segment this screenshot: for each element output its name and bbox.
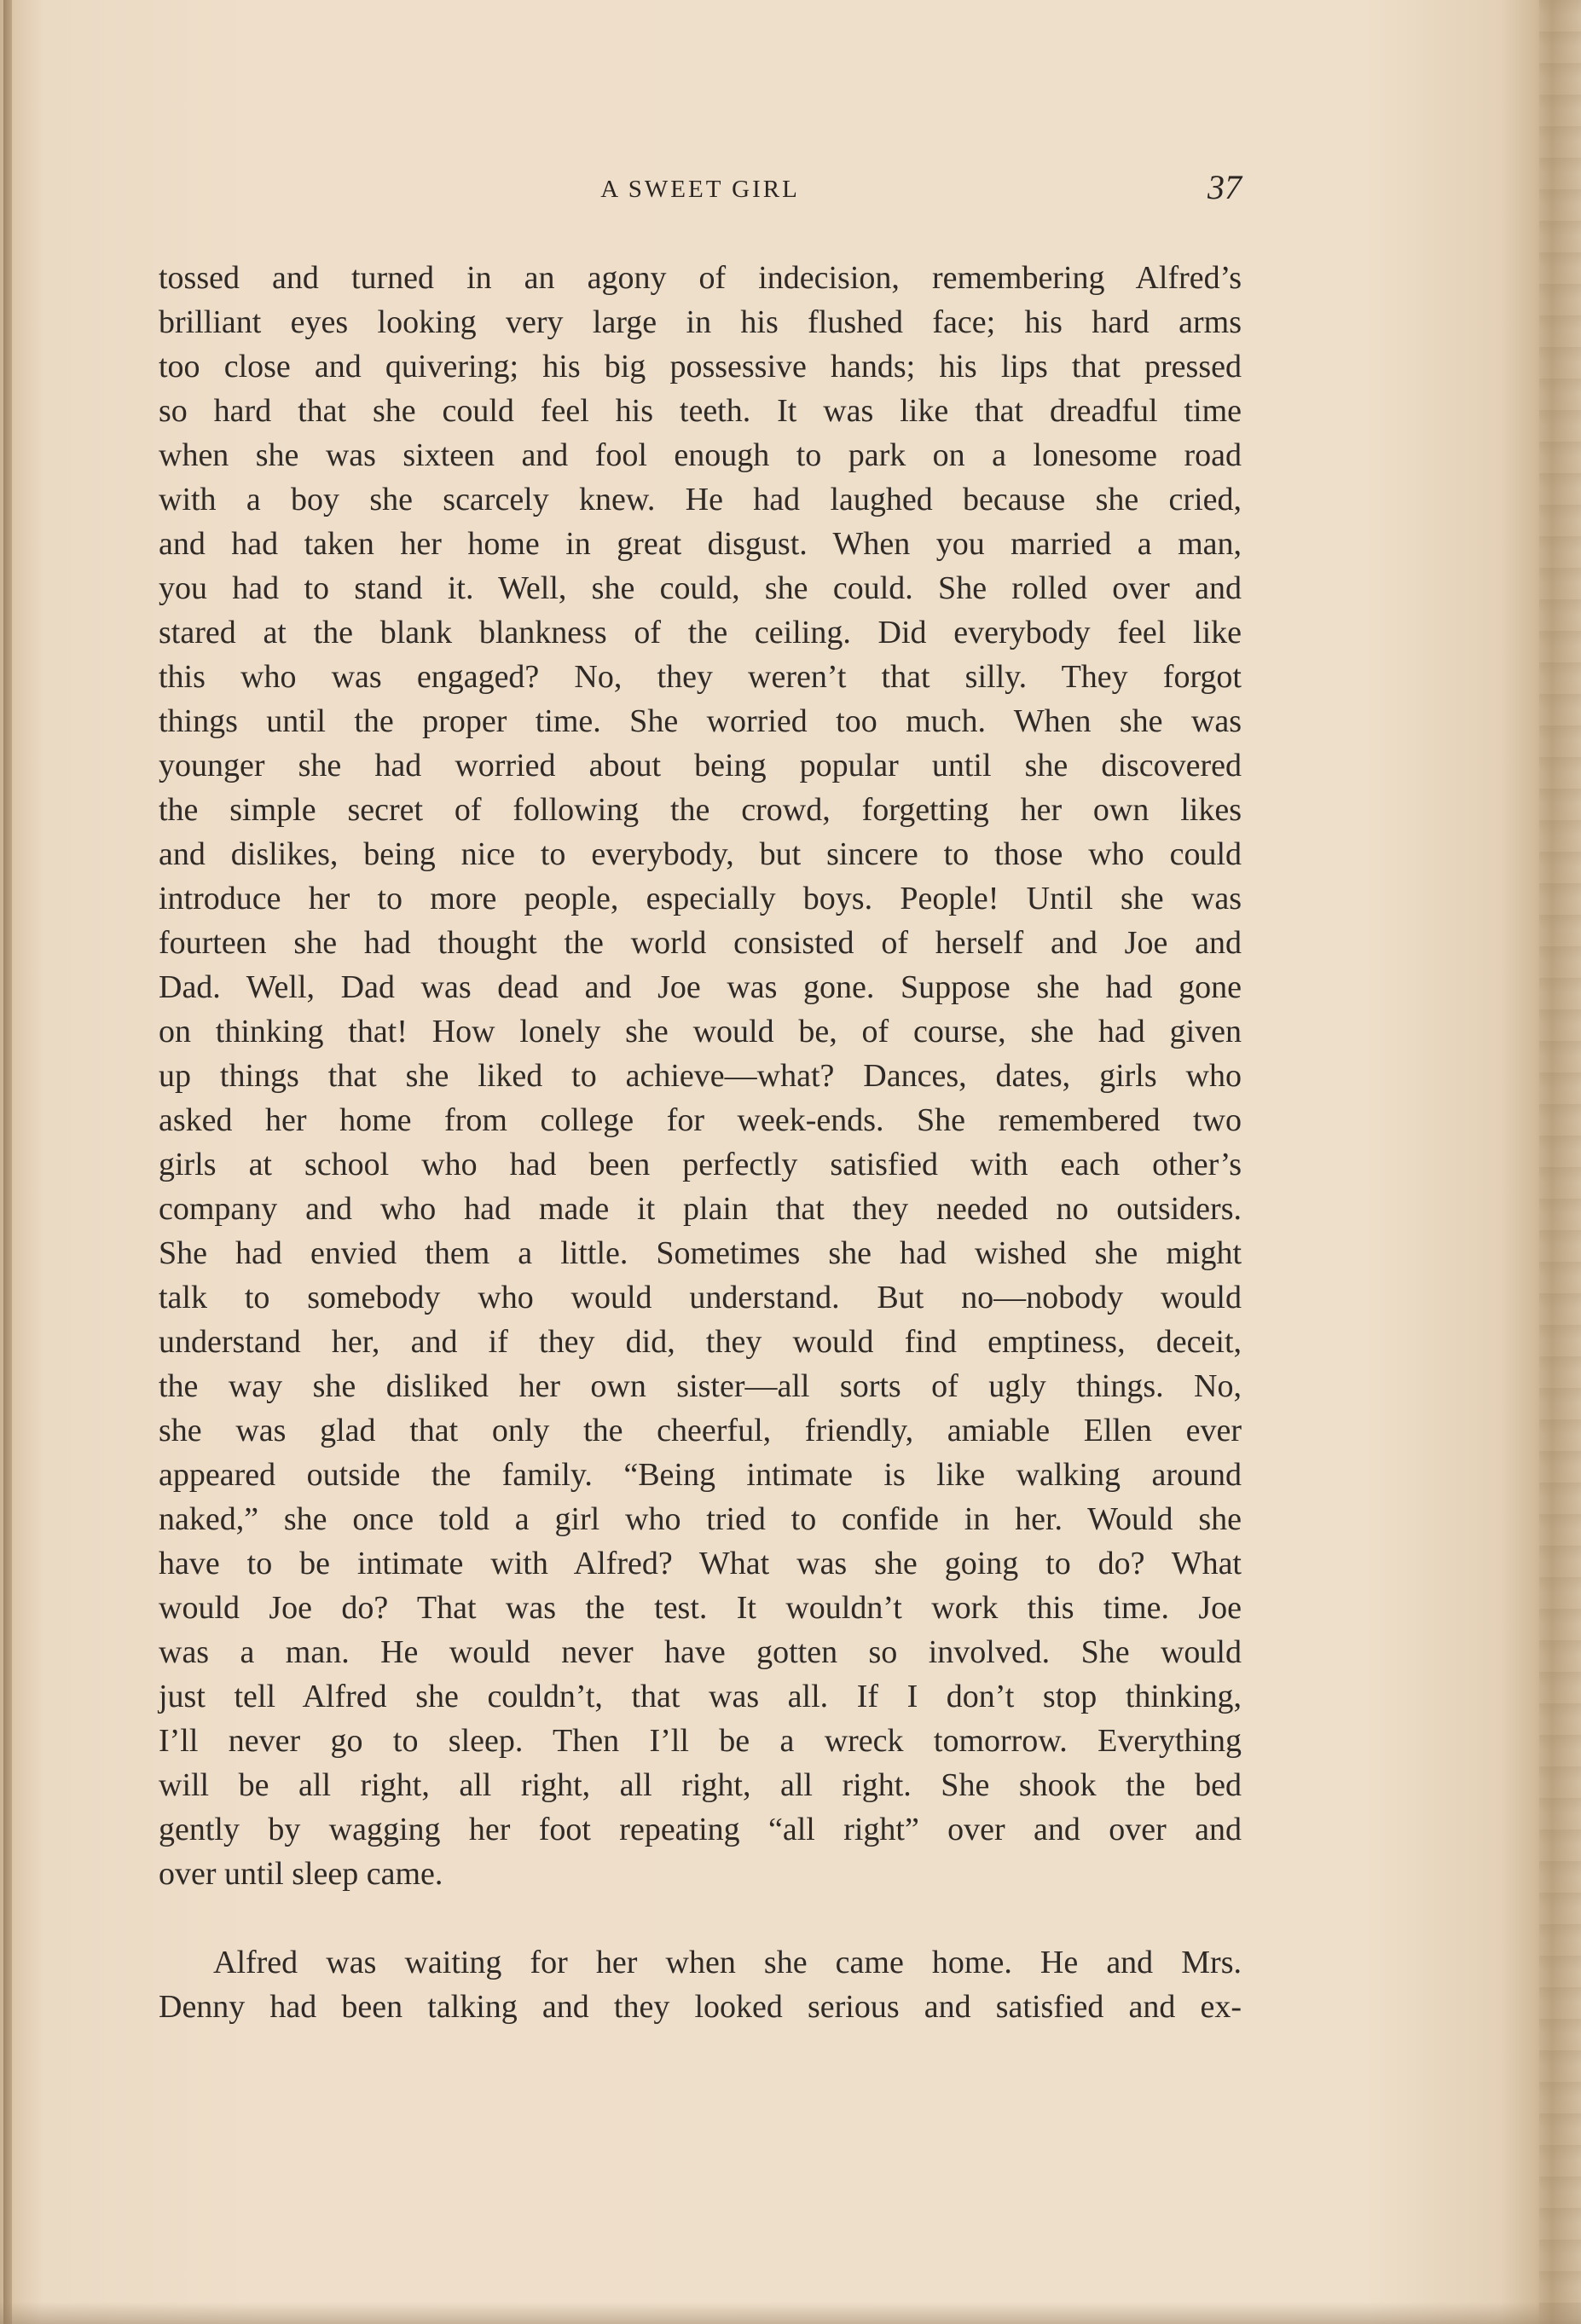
text-line: things until the proper time. She worried too much. When she was <box>159 703 1242 739</box>
text-line: Denny had been talking and they looked serious and satisfied and ex- <box>159 1989 1242 2025</box>
text-line: with a boy she scarcely knew. He had laughed because she cried, <box>159 482 1242 517</box>
text-line: talk to somebody who would understand. But no—nobody would <box>159 1280 1242 1315</box>
text-line: girls at school who had been perfectly satisfied with each other’s <box>159 1147 1242 1182</box>
binding-gutter <box>3 0 12 2324</box>
text-line: asked her home from college for week-ends. She remembered two <box>159 1102 1242 1138</box>
text-line: too close and quivering; his big possessive hands; his lips that pressed <box>159 349 1242 384</box>
text-line: brilliant eyes looking very large in his flushed face; his hard arms <box>159 304 1242 340</box>
page-header <box>159 167 1242 218</box>
text-line: she was glad that only the cheerful, friendly, amiable Ellen ever <box>159 1413 1242 1448</box>
page-edge <box>1539 0 1581 2324</box>
text-line: Alfred was waiting for her when she came home. He and Mrs. <box>213 1945 1242 1980</box>
text-line: up things that she liked to achieve—what? Dances, dates, girls who <box>159 1058 1242 1094</box>
text-line: was a man. He would never have gotten so involved. She would <box>159 1634 1242 1670</box>
text-line: this who was engaged? No, they weren’t that silly. They forgot <box>159 659 1242 695</box>
text-line: I’ll never go to sleep. Then I’ll be a wreck tomorrow. Everything <box>159 1723 1242 1759</box>
paragraph <box>159 256 1242 1896</box>
page-number: 37 <box>1207 168 1242 206</box>
text-line: and dislikes, being nice to everybody, but sincere to those who could <box>159 836 1242 872</box>
text-line: over until sleep came. <box>159 1856 443 1892</box>
text-line: Dad. Well, Dad was dead and Joe was gone. Suppose she had gone <box>159 969 1242 1005</box>
paragraph <box>159 1940 1242 2029</box>
text-line: introduce her to more people, especially boys. People! Until she was <box>159 881 1242 916</box>
text-line: have to be intimate with Alfred? What was she going to do? What <box>159 1546 1242 1581</box>
text-line: stared at the blank blankness of the ceiling. Did everybody feel like <box>159 615 1242 650</box>
text-line: tossed and turned in an agony of indecision, remembering Alfred’s <box>159 260 1242 296</box>
text-line: younger she had worried about being popular until she discovered <box>159 748 1242 783</box>
text-line: gently by wagging her foot repeating “all right” over and over and <box>159 1812 1242 1847</box>
text-line: you had to stand it. Well, she could, she could. She rolled over and <box>159 570 1242 606</box>
body-text <box>159 256 1242 2029</box>
text-line: so hard that she could feel his teeth. It was like that dreadful time <box>159 393 1242 429</box>
text-line: on thinking that! How lonely she would be, of course, she had given <box>159 1014 1242 1049</box>
text-line: appeared outside the family. “Being intimate is like walking around <box>159 1457 1242 1493</box>
text-line: She had envied them a little. Sometimes she had wished she might <box>159 1235 1242 1271</box>
text-line: company and who had made it plain that they needed no outsiders. <box>159 1191 1242 1227</box>
text-line: just tell Alfred she couldn’t, that was all. If I don’t stop thinking, <box>159 1679 1242 1714</box>
text-line: naked,” she once told a girl who tried to confide in her. Would she <box>159 1501 1242 1537</box>
text-line: would Joe do? That was the test. It wouldn’t work this time. Joe <box>159 1590 1242 1626</box>
text-line: and had taken her home in great disgust. When you married a man, <box>159 526 1242 562</box>
text-line: fourteen she had thought the world consisted of herself and Joe and <box>159 925 1242 961</box>
running-head: A SWEET GIRL <box>600 176 800 203</box>
text-line: the simple secret of following the crowd, forgetting her own likes <box>159 792 1242 828</box>
text-line: the way she disliked her own sister—all sorts of ugly things. No, <box>159 1368 1242 1404</box>
page-bottom-edge <box>0 2302 1581 2324</box>
paragraph-gap <box>159 1896 1242 1940</box>
text-line: when she was sixteen and fool enough to park on a lonesome road <box>159 437 1242 473</box>
text-line: will be all right, all right, all right, all right. She shook the bed <box>159 1767 1242 1803</box>
text-line: understand her, and if they did, they would find emptiness, deceit, <box>159 1324 1242 1360</box>
